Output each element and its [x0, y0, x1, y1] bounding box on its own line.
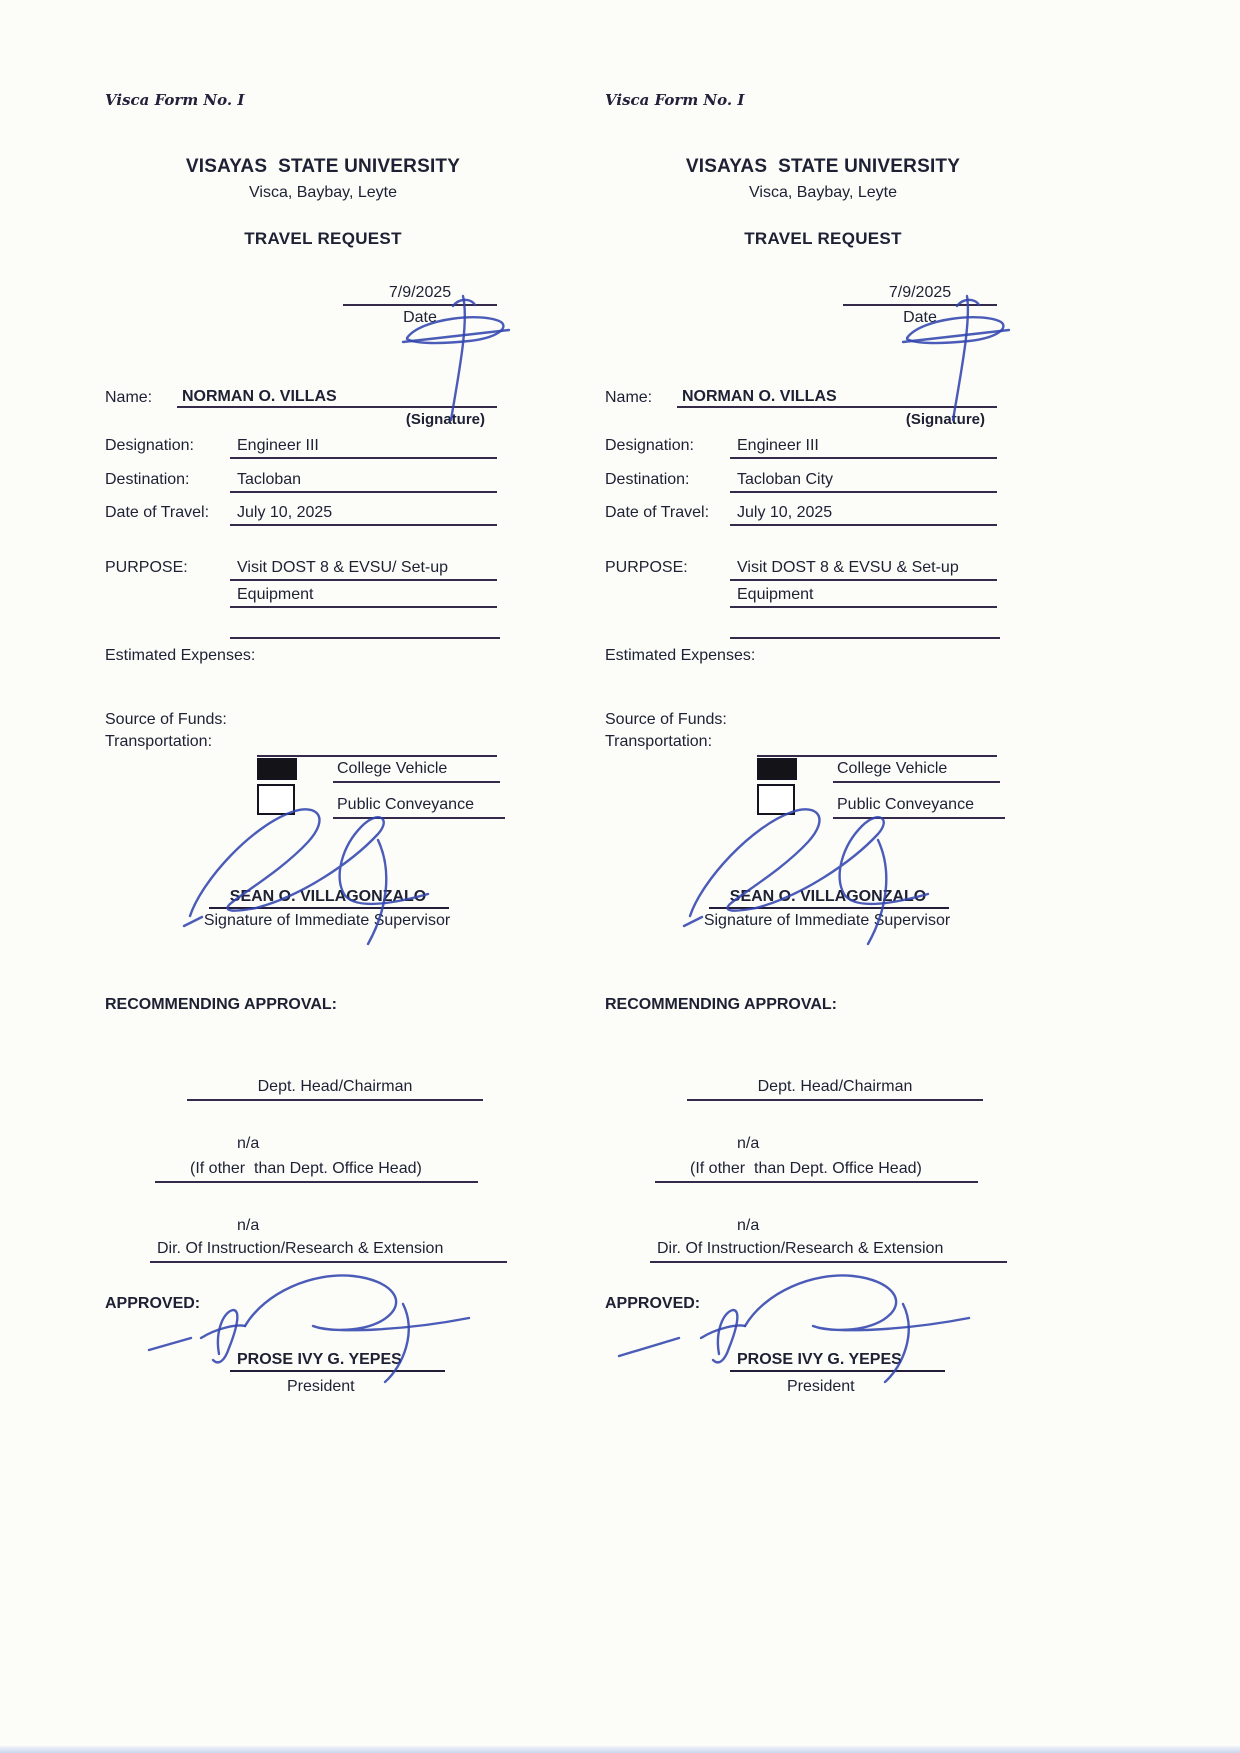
director-label: Dir. Of Instruction/Research & Extension [657, 1240, 944, 1257]
signature-caption: (Signature) [405, 411, 485, 428]
president-name: PROSE IVY G. YEPES [237, 1351, 402, 1368]
president-signature [615, 1266, 975, 1388]
purpose-line1: Visit DOST 8 & EVSU/ Set-up [237, 559, 449, 576]
purpose-underline-1 [230, 579, 497, 581]
director-label: Dir. Of Instruction/Research & Extension [157, 1240, 444, 1257]
signature-caption: (Signature) [905, 411, 985, 428]
date-label: Date [403, 309, 437, 326]
form-title: TRAVEL REQUEST [744, 229, 902, 248]
date-value: 7/9/2025 [888, 284, 952, 301]
destination-underline [230, 491, 497, 493]
supervisor-name: SEAN O. VILLAGONZALO [729, 888, 927, 905]
purpose-line1: Visit DOST 8 & EVSU & Set-up [737, 559, 959, 576]
purpose-underline-2 [730, 606, 997, 608]
source-of-funds-label: Source of Funds: [605, 711, 727, 728]
college-vehicle-label: College Vehicle [337, 760, 448, 777]
date-label: Date [903, 309, 937, 326]
campus-location: Visca, Baybay, Leyte [249, 184, 397, 201]
designation-label: Designation: [105, 437, 194, 454]
purpose-line2: Equipment [737, 586, 814, 603]
name-value: NORMAN O. VILLAS [182, 388, 337, 405]
form-number: Visca Form No. I [605, 91, 745, 109]
form-number: Visca Form No. I [105, 91, 245, 109]
college-vehicle-label: College Vehicle [837, 760, 948, 777]
scan-edge-artifact [0, 1746, 1240, 1753]
director-underline [150, 1261, 507, 1263]
if-other-underline [155, 1181, 478, 1183]
dept-head-label: Dept. Head/Chairman [257, 1078, 413, 1095]
purpose-underline-2 [230, 606, 497, 608]
date-value: 7/9/2025 [388, 284, 452, 301]
purpose-underline-1 [730, 579, 997, 581]
date-of-travel-label: Date of Travel: [105, 504, 210, 521]
designation-value: Engineer III [737, 437, 819, 454]
purpose-underline-3 [730, 637, 1000, 639]
name-label: Name: [605, 389, 653, 406]
purpose-underline-3 [230, 637, 500, 639]
supervisor-caption: Signature of Immediate Supervisor [203, 912, 451, 929]
recommending-approval-label: RECOMMENDING APPROVAL: [105, 996, 337, 1013]
president-signature [145, 1266, 475, 1388]
transportation-label: Transportation: [605, 733, 713, 750]
if-other-underline [655, 1181, 978, 1183]
college-vehicle-checkbox [757, 758, 797, 780]
public-conveyance-label: Public Conveyance [837, 796, 974, 813]
director-underline [650, 1261, 1007, 1263]
name-value: NORMAN O. VILLAS [682, 388, 837, 405]
traveler-signature [397, 292, 517, 427]
designation-label: Designation: [605, 437, 694, 454]
estimated-expenses-label: Estimated Expenses: [605, 647, 756, 664]
president-title: President [287, 1378, 355, 1395]
travel-request-form-right [597, 0, 1049, 1753]
na-value-1: n/a [737, 1135, 760, 1152]
destination-label: Destination: [605, 471, 690, 488]
purpose-label: PURPOSE: [605, 559, 688, 576]
dept-head-label: Dept. Head/Chairman [757, 1078, 913, 1095]
president-title: President [787, 1378, 855, 1395]
na-value-2: n/a [237, 1217, 260, 1234]
date-of-travel-value: July 10, 2025 [237, 504, 333, 521]
campus-location: Visca, Baybay, Leyte [749, 184, 897, 201]
date-of-travel-underline [230, 524, 497, 526]
form-title: TRAVEL REQUEST [244, 229, 402, 248]
transportation-underline [257, 755, 497, 757]
na-value-2: n/a [737, 1217, 760, 1234]
president-name: PROSE IVY G. YEPES [737, 1351, 902, 1368]
supervisor-name: SEAN O. VILLAGONZALO [229, 888, 427, 905]
university-name: VISAYAS STATE UNIVERSITY [185, 156, 461, 177]
traveler-signature [897, 292, 1017, 427]
supervisor-signature [682, 796, 952, 951]
purpose-line2: Equipment [237, 586, 314, 603]
name-label: Name: [105, 389, 153, 406]
date-of-travel-value: July 10, 2025 [737, 504, 833, 521]
if-other-label: (If other than Dept. Office Head) [190, 1160, 422, 1177]
university-name: VISAYAS STATE UNIVERSITY [685, 156, 961, 177]
destination-value: Tacloban [237, 471, 302, 488]
college-vehicle-underline [833, 781, 1000, 783]
supervisor-signature [182, 796, 452, 951]
college-vehicle-checkbox [257, 758, 297, 780]
destination-label: Destination: [105, 471, 190, 488]
if-other-label: (If other than Dept. Office Head) [690, 1160, 922, 1177]
source-of-funds-label: Source of Funds: [105, 711, 227, 728]
designation-underline [730, 457, 997, 459]
purpose-label: PURPOSE: [105, 559, 188, 576]
dept-head-underline [187, 1099, 483, 1101]
designation-value: Engineer III [237, 437, 319, 454]
public-conveyance-label: Public Conveyance [337, 796, 474, 813]
transportation-underline [757, 755, 997, 757]
designation-underline [230, 457, 497, 459]
dept-head-underline [687, 1099, 983, 1101]
supervisor-caption: Signature of Immediate Supervisor [703, 912, 951, 929]
approved-label: APPROVED: [105, 1295, 201, 1312]
na-value-1: n/a [237, 1135, 260, 1152]
travel-request-form-left [97, 0, 549, 1753]
date-of-travel-label: Date of Travel: [605, 504, 710, 521]
destination-underline [730, 491, 997, 493]
date-of-travel-underline [730, 524, 997, 526]
recommending-approval-label: RECOMMENDING APPROVAL: [605, 996, 837, 1013]
college-vehicle-underline [333, 781, 500, 783]
approved-label: APPROVED: [605, 1295, 701, 1312]
estimated-expenses-label: Estimated Expenses: [105, 647, 256, 664]
transportation-label: Transportation: [105, 733, 213, 750]
destination-value: Tacloban City [737, 471, 834, 488]
